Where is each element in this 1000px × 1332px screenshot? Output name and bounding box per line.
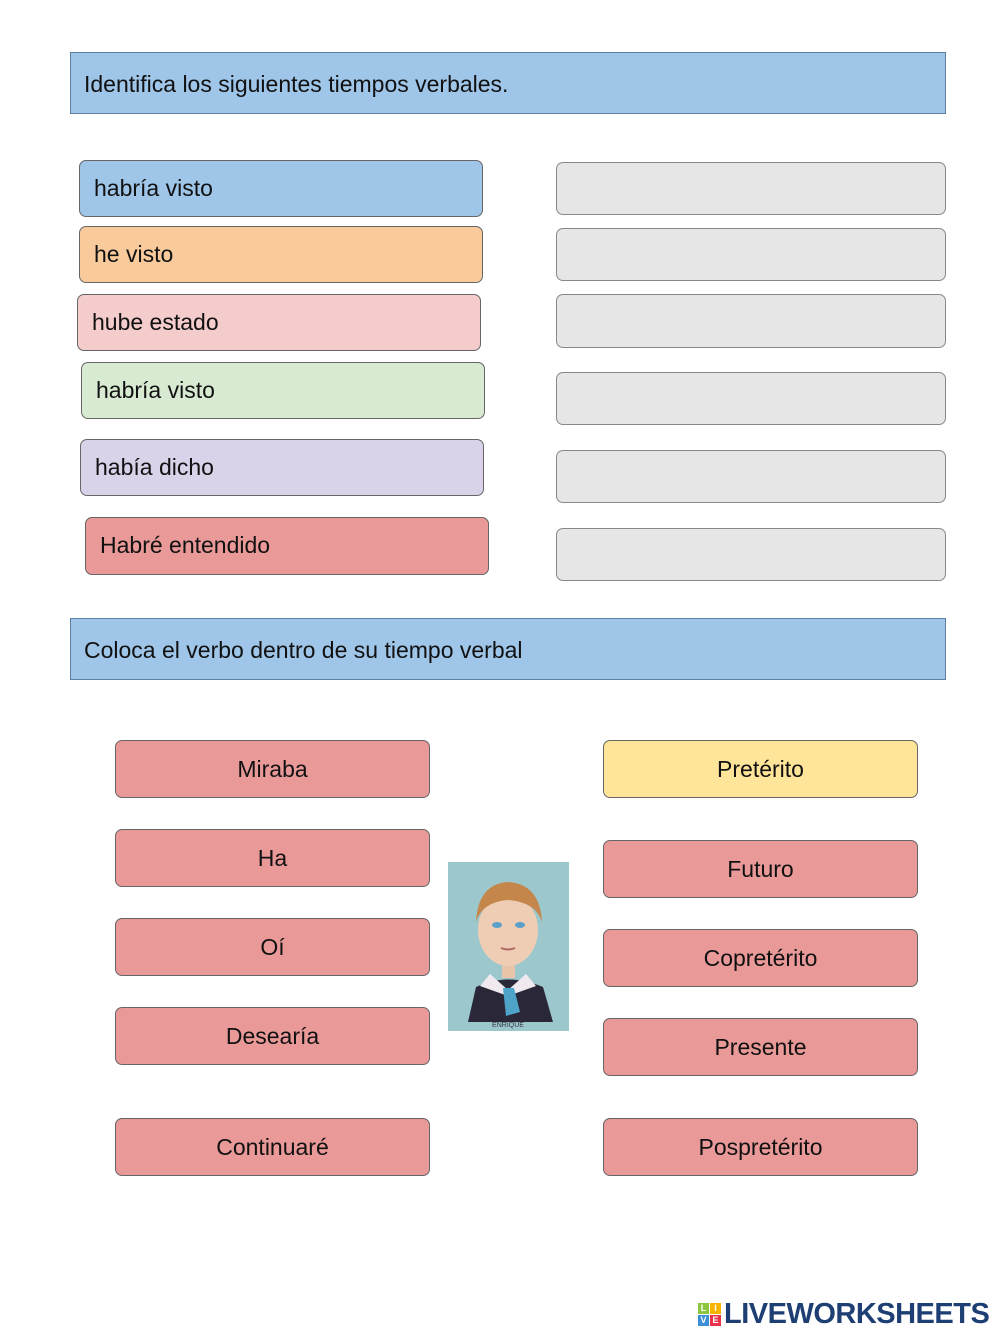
tense-item-5[interactable]: había dicho (80, 439, 484, 496)
answer-input-3[interactable] (556, 294, 946, 348)
tense-preterito[interactable]: Pretérito (603, 740, 918, 798)
tense-copreterito[interactable]: Copretérito (603, 929, 918, 987)
logo-letter: I (710, 1303, 721, 1314)
answer-input-5[interactable] (556, 450, 946, 503)
verb-oi[interactable]: Oí (115, 918, 430, 976)
logo-letter: L (698, 1303, 709, 1314)
answer-input-2[interactable] (556, 228, 946, 281)
logo-text: LIVEWORKSHEETS (724, 1298, 990, 1330)
logo-letter: E (710, 1315, 721, 1326)
tense-item-4[interactable]: habría visto (81, 362, 485, 419)
verb-ha[interactable]: Ha (115, 829, 430, 887)
answer-input-6[interactable] (556, 528, 946, 581)
answer-input-4[interactable] (556, 372, 946, 425)
liveworksheets-logo (698, 1298, 989, 1331)
tense-item-2[interactable]: he visto (79, 226, 483, 283)
tense-pospreterito[interactable]: Pospretérito (603, 1118, 918, 1176)
image-caption: ENRIQUE (492, 1022, 524, 1029)
tense-item-1[interactable]: habría visto (79, 160, 483, 217)
tense-item-6[interactable]: Habré entendido (85, 517, 489, 575)
tense-presente[interactable]: Presente (603, 1018, 918, 1076)
verb-miraba[interactable]: Miraba (115, 740, 430, 798)
boy-illustration (448, 862, 569, 1031)
tense-futuro[interactable]: Futuro (603, 840, 918, 898)
tense-item-3[interactable]: hube estado (77, 294, 481, 351)
logo-letter: V (698, 1315, 709, 1326)
verb-desearia[interactable]: Desearía (115, 1007, 430, 1065)
section2-title: Coloca el verbo dentro de su tiempo verbal (70, 618, 946, 680)
verb-continuare[interactable]: Continuaré (115, 1118, 430, 1176)
answer-input-1[interactable] (556, 162, 946, 215)
logo-icon (698, 1303, 721, 1326)
section1-title: Identifica los siguientes tiempos verbales. (70, 52, 946, 114)
